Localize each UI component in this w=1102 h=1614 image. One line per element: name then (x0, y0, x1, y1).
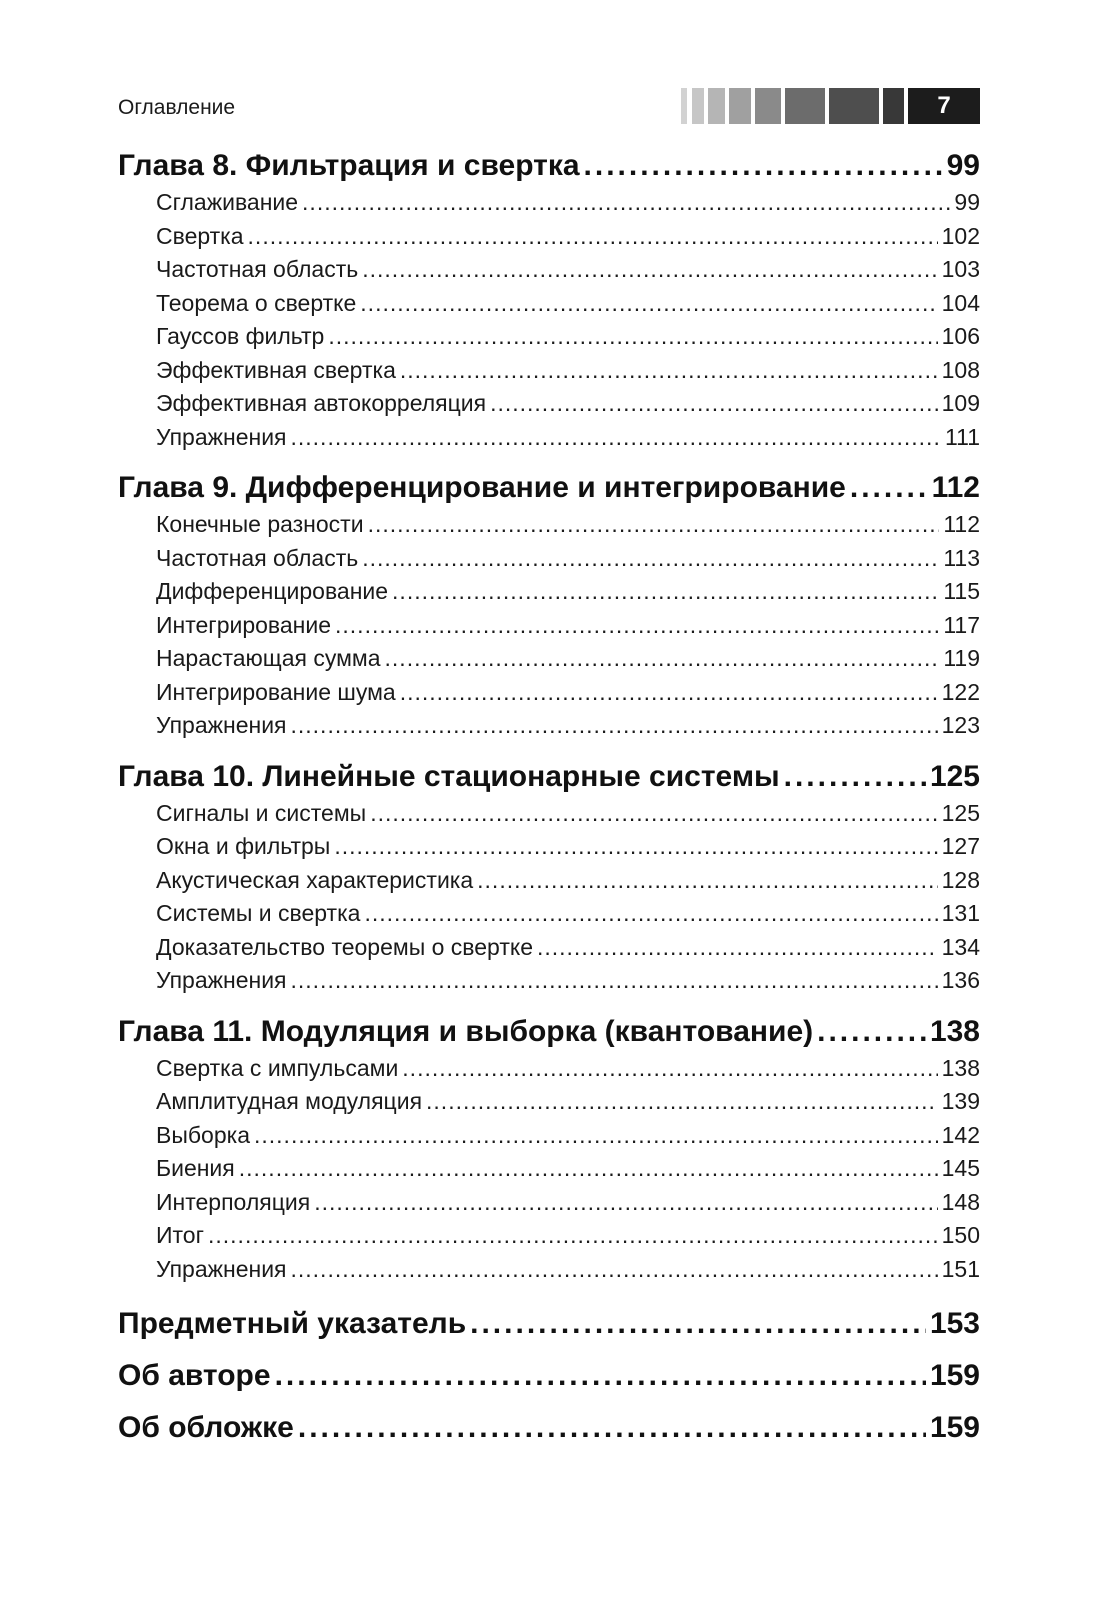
toc-section[interactable] (118, 186, 980, 220)
section-page: 109 (941, 390, 980, 416)
chapter-page: 125 (929, 759, 980, 793)
section-page: 138 (941, 1054, 980, 1081)
leader-dots (239, 1152, 938, 1186)
leader-dots (817, 1012, 926, 1052)
section-page: 102 (941, 222, 980, 249)
section-page: 106 (941, 323, 980, 349)
toc-section[interactable] (118, 508, 980, 542)
leader-dots (385, 642, 940, 676)
section-title: Конечные разности (156, 511, 364, 537)
leader-dots (362, 542, 939, 576)
back-matter-page: 159 (929, 1359, 980, 1392)
header-decor-bar-5 (755, 88, 781, 124)
leader-dots (328, 320, 937, 354)
toc-section[interactable] (118, 542, 980, 576)
toc-section[interactable] (118, 1186, 980, 1220)
section-page: 127 (941, 833, 980, 859)
leader-dots (362, 253, 937, 287)
leader-dots (584, 146, 943, 186)
leader-dots (426, 1085, 938, 1119)
section-page: 122 (941, 678, 980, 705)
section-title: Акустическая характеристика (156, 866, 474, 893)
toc-chapter[interactable] (118, 1012, 980, 1052)
section-title: Интегрирование шума (156, 678, 396, 705)
section-title: Частотная область (156, 544, 359, 571)
section-page: 139 (941, 1088, 980, 1114)
header-decor-bar-7 (829, 88, 879, 124)
section-title: Биения (156, 1155, 235, 1181)
leader-dots (254, 1119, 938, 1153)
section-page: 128 (941, 866, 980, 893)
table-of-contents (118, 146, 980, 1448)
leader-dots (360, 287, 937, 321)
page-number: 7 (908, 88, 980, 124)
toc-section[interactable] (118, 421, 980, 455)
section-title: Упражнения (156, 967, 287, 993)
section-title: Окна и фильтры (156, 833, 331, 859)
section-page: 145 (941, 1155, 980, 1181)
section-title: Эффективная автокорреляция (156, 390, 487, 416)
section-page: 125 (941, 799, 980, 826)
toc-back-matter[interactable] (118, 1304, 980, 1344)
section-page: 151 (941, 1255, 980, 1282)
toc-section[interactable] (118, 797, 980, 831)
section-page: 142 (941, 1121, 980, 1148)
chapter-title: Глава 8. Фильтрация и свертка (118, 149, 580, 182)
toc-section[interactable] (118, 1085, 980, 1119)
leader-dots (335, 609, 939, 643)
back-matter-title: Предметный указатель (118, 1307, 467, 1340)
toc-section[interactable] (118, 964, 980, 998)
toc-section[interactable] (118, 709, 980, 743)
header-decor-bar-4 (729, 88, 751, 124)
chapter-page: 112 (931, 471, 980, 504)
toc-chapter[interactable] (118, 146, 980, 186)
section-title: Свертка с импульсами (156, 1054, 399, 1081)
section-title: Доказательство теоремы о свертке (156, 933, 533, 960)
section-title: Свертка (156, 222, 244, 249)
header-decor-bar-1 (681, 88, 687, 124)
toc-section[interactable] (118, 1253, 980, 1287)
running-title: Оглавление (118, 96, 236, 119)
leader-dots (291, 964, 938, 998)
toc-section[interactable] (118, 1052, 980, 1086)
header-decor-bar-8 (883, 88, 904, 124)
section-title: Эффективная свертка (156, 356, 396, 383)
chapter-title: Глава 11. Модуляция и выборка (квантование) (118, 1014, 814, 1048)
page-header (118, 88, 980, 124)
section-title: Частотная область (156, 256, 359, 282)
toc-section[interactable] (118, 387, 980, 421)
leader-dots (291, 709, 938, 743)
leader-dots (400, 354, 938, 388)
chapter-page: 99 (946, 149, 980, 182)
section-page: 131 (941, 900, 980, 926)
section-title: Гауссов фильтр (156, 323, 325, 349)
leader-dots (470, 1304, 926, 1344)
section-page: 148 (941, 1188, 980, 1215)
header-decor-bar-2 (692, 88, 704, 124)
back-matter-title: Об авторе (118, 1359, 271, 1392)
section-page: 113 (943, 544, 980, 571)
leader-dots (392, 575, 939, 609)
section-page: 123 (941, 712, 980, 738)
toc-chapter[interactable] (118, 757, 980, 797)
toc-section[interactable] (118, 609, 980, 643)
toc-section[interactable] (118, 864, 980, 898)
toc-section[interactable] (118, 830, 980, 864)
leader-dots (302, 186, 950, 220)
section-page: 111 (945, 423, 980, 450)
leader-dots (275, 1356, 926, 1396)
section-title: Интегрирование (156, 611, 332, 638)
toc-chapter[interactable] (118, 468, 980, 508)
leader-dots (248, 220, 938, 254)
section-title: Итог (156, 1222, 204, 1248)
section-title: Дифференцирование (156, 578, 389, 604)
toc-section[interactable] (118, 642, 980, 676)
section-title: Системы и свертка (156, 900, 361, 926)
toc-section[interactable] (118, 931, 980, 965)
section-page: 99 (954, 189, 980, 215)
toc-section[interactable] (118, 354, 980, 388)
section-title: Интерполяция (156, 1188, 311, 1215)
toc-section[interactable] (118, 676, 980, 710)
section-page: 136 (941, 967, 980, 993)
leader-dots (537, 931, 938, 965)
leader-dots (291, 1253, 938, 1287)
toc-section[interactable] (118, 287, 980, 321)
leader-dots (368, 508, 940, 542)
section-title: Сигналы и системы (156, 799, 367, 826)
toc-section[interactable] (118, 897, 980, 931)
section-title: Теорема о свертке (156, 289, 357, 316)
section-page: 119 (943, 645, 980, 671)
toc-section[interactable] (118, 320, 980, 354)
section-title: Амплитудная модуляция (156, 1088, 423, 1114)
section-page: 112 (943, 511, 980, 537)
section-title: Упражнения (156, 712, 287, 738)
leader-dots (477, 864, 937, 898)
leader-dots (314, 1186, 937, 1220)
section-page: 103 (941, 256, 980, 282)
header-decor-bar-3 (708, 88, 725, 124)
toc-section[interactable] (118, 1152, 980, 1186)
toc-section[interactable] (118, 575, 980, 609)
leader-dots (291, 421, 942, 455)
leader-dots (370, 797, 937, 831)
toc-section[interactable] (118, 1119, 980, 1153)
section-page: 108 (941, 356, 980, 383)
leader-dots (490, 387, 938, 421)
toc-back-matter[interactable] (118, 1356, 980, 1396)
back-matter-page: 159 (929, 1411, 980, 1444)
toc-section[interactable] (118, 1219, 980, 1253)
toc-back-matter[interactable] (118, 1408, 980, 1448)
leader-dots (784, 757, 926, 797)
header-decor-bar-6 (785, 88, 825, 124)
section-page: 115 (943, 578, 980, 604)
section-page: 150 (941, 1222, 980, 1248)
leader-dots (208, 1219, 938, 1253)
chapter-title: Глава 9. Дифференцирование и интегрирование (118, 471, 846, 504)
leader-dots (400, 676, 938, 710)
section-page: 117 (943, 611, 980, 638)
section-title: Нарастающая сумма (156, 645, 381, 671)
back-matter-title: Об обложке (118, 1411, 294, 1444)
section-title: Выборка (156, 1121, 250, 1148)
section-title: Сглаживание (156, 189, 299, 215)
leader-dots (402, 1052, 937, 1086)
section-title: Упражнения (156, 1255, 287, 1282)
toc-section[interactable] (118, 220, 980, 254)
chapter-page: 138 (929, 1014, 980, 1048)
section-page: 104 (941, 289, 980, 316)
back-matter-page: 153 (929, 1307, 980, 1340)
leader-dots (334, 830, 937, 864)
leader-dots (364, 897, 937, 931)
section-title: Упражнения (156, 423, 287, 450)
chapter-title: Глава 10. Линейные стационарные системы (118, 759, 780, 793)
section-page: 134 (941, 933, 980, 960)
leader-dots (850, 468, 928, 508)
leader-dots (298, 1408, 926, 1448)
toc-section[interactable] (118, 253, 980, 287)
